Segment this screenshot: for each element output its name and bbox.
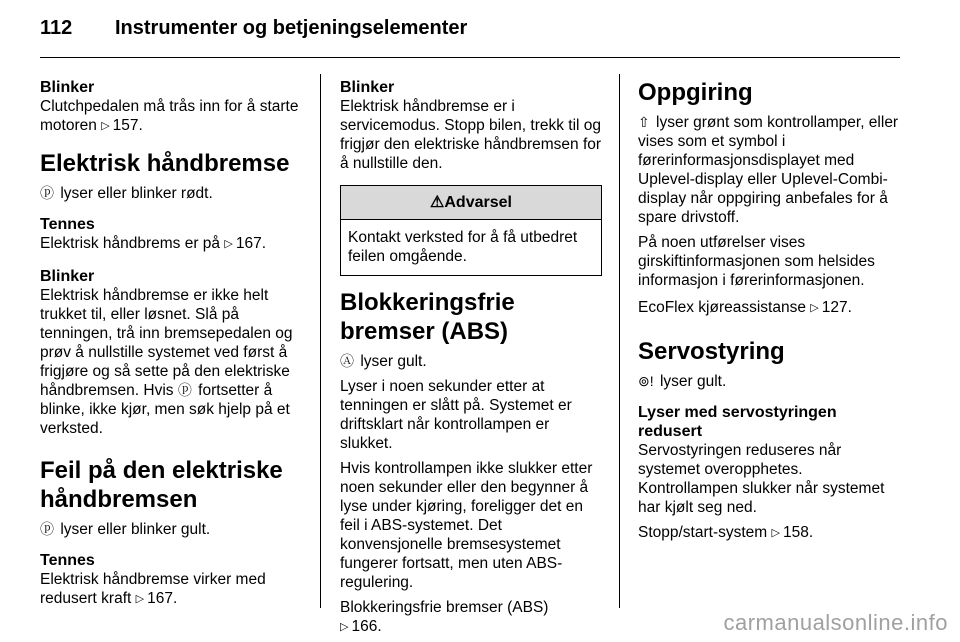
column-2 (340, 78, 602, 638)
paragraph: Servostyringen reduseres når systemet overopphetes. Kontrollampen slukker når systemet har kjølt seg ned. (638, 442, 885, 516)
paragraph: ⓟ lyser eller blinker gult. (40, 521, 211, 538)
page-reference[interactable]: ▷ 127. (810, 299, 852, 316)
page-reference[interactable]: ▷ 167. (136, 590, 178, 607)
section-heading: Servostyring (638, 338, 785, 365)
watermark: carmanualsonline.info (723, 610, 948, 635)
section-heading: Blinker (40, 268, 95, 285)
page-reference[interactable]: ▷ 158. (772, 524, 814, 541)
warning-text: Kontakt verksted for å få utbedret feilen omgående. (348, 229, 578, 265)
paragraph: Elektrisk håndbremse virker med redusert kraft ▷ 167. (40, 570, 310, 610)
section-heading: Oppgiring (638, 79, 753, 106)
paragraph: ⇧ lyser grønt som kontrollamper, eller vises som et symbol i førerinformasjonsdisplayet med Uplevel-display eller Uplevel-Combi-display når oppgiring anbefales for å spare drivstoff. (638, 114, 899, 226)
upshift-icon: ⇧ (638, 114, 650, 130)
section-heading: Tennes (40, 216, 95, 233)
paragraph: Elektrisk håndbrems er på ▷ 167. (40, 234, 310, 255)
page-number: 112 (40, 17, 73, 39)
page-reference[interactable]: ▷ 167. (224, 235, 266, 252)
column-1 (40, 78, 310, 610)
paragraph: Ⓐ lyser gult. (340, 353, 427, 370)
paragraph: EcoFlex kjøreassistanse ▷ 127. (638, 298, 900, 319)
section-heading: Blokkeringsfrie bremser (ABS) (340, 289, 515, 345)
column-divider-1 (320, 74, 321, 608)
paragraph: ⊚! lyser gult. (638, 373, 727, 390)
section-heading: Tennes (40, 552, 95, 569)
paragraph: Elektrisk håndbremse er i servicemodus. Stopp bilen, trekk til og frigjør den elektriske håndbremsen for å nullstille den. (340, 98, 602, 172)
warning-box (340, 185, 602, 276)
column-3 (638, 78, 900, 544)
page-reference[interactable]: ▷ 166. (340, 618, 382, 635)
section-heading: Blinker (40, 79, 95, 96)
section-heading: Elektrisk håndbremse (40, 150, 290, 177)
section-heading: Blinker (340, 79, 395, 96)
paragraph: Hvis kontrollampen ikke slukker etter noen sekunder eller den begynner å lyse under kjøring, foreligger det en feil i ABS-systemet. Det konvensjonelle bremsesystemet fungerer fortsatt, men uten ABS-regulering. (340, 460, 593, 591)
paragraph: Lyser i noen sekunder etter at tenningen er slått på. Systemet er driftsklart når kontrollampen er slukket. (340, 378, 572, 452)
abs-icon: Ⓐ (340, 353, 354, 369)
parking-brake-icon: ⓟ (40, 185, 54, 201)
paragraph: ⓟ lyser eller blinker rødt. (40, 185, 213, 202)
paragraph: Stopp/start-system ▷ 158. (638, 523, 900, 544)
section-heading: Lyser med servostyringen redusert (638, 404, 837, 440)
paragraph: Elektrisk håndbremse er ikke helt trukket til, eller løsnet. Slå på tenningen, trå inn bremsepedalen og prøv å nullstille systemet ved først å frigjøre og så sette på den elektriske håndbremsen. Hvis ⓟ fortsetter å blinke, ikke kjør, men søk hjelp på et verksted. (40, 287, 293, 437)
page-reference[interactable]: ▷ 157. (101, 117, 143, 134)
column-divider-2 (619, 74, 620, 608)
warning-icon: ⚠ (430, 194, 445, 211)
section-heading: Feil på den elektriske håndbremsen (40, 457, 283, 513)
page-header (40, 17, 900, 47)
brake-fault-icon: ⓟ (40, 521, 54, 537)
page-title: Instrumenter og betjeningselementer (115, 17, 468, 39)
header-divider (40, 57, 900, 58)
paragraph: Clutchpedalen må trås inn for å starte motoren ▷ 157. (40, 97, 310, 137)
warning-header: ⚠Advarsel (341, 186, 601, 220)
paragraph: På noen utførelser vises girskiftinformasjonen som helsides informasjon i førerinformasjonen. (638, 234, 875, 289)
power-steering-icon: ⊚! (638, 373, 654, 389)
parking-brake-icon: ⓟ (177, 382, 192, 398)
paragraph: Blokkeringsfrie bremser (ABS) ▷ 166. (340, 598, 602, 638)
